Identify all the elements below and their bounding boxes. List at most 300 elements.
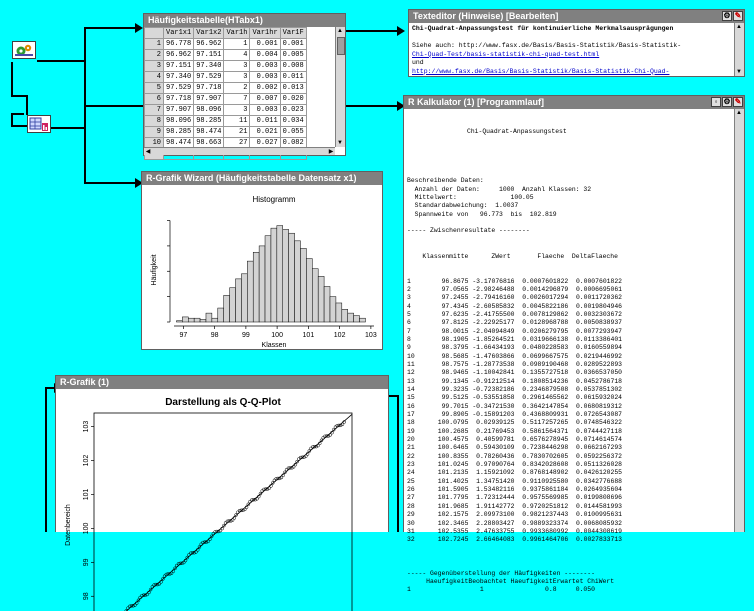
- output-cell: -0.15891203: [472, 411, 515, 419]
- edit-pen-icon[interactable]: ✎: [734, 97, 742, 106]
- output-cell: 100.4575: [437, 436, 469, 444]
- output-cell: 2: [407, 285, 411, 293]
- flow-wire: [84, 27, 136, 29]
- output-cell: 0.0026017294: [522, 294, 569, 302]
- output-cell: 101.7795: [437, 494, 469, 502]
- editor-link-line[interactable]: Chi-Quad-Test/basis-statistik-chi-quad-test.html: [412, 50, 600, 58]
- transform-node[interactable]: [27, 115, 51, 133]
- output-row: [407, 453, 732, 461]
- column-header[interactable]: Var1hr: [250, 28, 280, 39]
- chart-title: Histogramm: [252, 195, 296, 204]
- output-cell: 0.8768148902: [522, 469, 569, 477]
- output-cell: -2.98246488: [472, 285, 515, 293]
- output-cell: 0.0319666138: [522, 335, 569, 343]
- output-cell: 0.0615932024: [575, 394, 622, 402]
- output-cell: 0.1355727518: [522, 369, 569, 377]
- qq-plot-window[interactable]: [55, 375, 389, 601]
- output-footer: [407, 561, 732, 594]
- data-source-node[interactable]: [12, 41, 36, 59]
- output-row: [407, 361, 732, 369]
- scroll-right-icon[interactable]: ▶: [328, 149, 334, 155]
- table-cell[interactable]: 96.962: [194, 39, 224, 50]
- output-cell: 0.0289522893: [575, 360, 622, 368]
- table-cell[interactable]: 0.005: [280, 50, 306, 61]
- column-header[interactable]: Var1x2: [194, 28, 224, 39]
- output-cell: 99.1345: [441, 377, 469, 385]
- output-column-header: Klassenmitte ZWert Flaeche DeltaFlaeche: [407, 252, 618, 260]
- output-row: [407, 461, 732, 469]
- output-cell: 28: [407, 502, 415, 510]
- table-cell[interactable]: 3: [224, 105, 250, 116]
- table-row[interactable]: [145, 83, 307, 94]
- horizontal-scrollbar[interactable]: [144, 147, 335, 155]
- row-number-cell[interactable]: 1: [145, 39, 164, 50]
- output-cell: 12: [407, 369, 415, 377]
- editor-line: Chi-Quadrat-Anpassungstest für kontinuierliche Merkmalsausprägungen: [412, 25, 674, 32]
- output-line: [407, 219, 732, 227]
- x-axis-label: Klassen: [261, 342, 287, 349]
- output-cell: 0.0077293947: [575, 327, 622, 335]
- histogram-bar: [241, 274, 247, 322]
- output-cell: 0.0366537050: [575, 369, 622, 377]
- output-cell: 0.0032303672: [575, 310, 622, 318]
- table-cell[interactable]: 98.096: [194, 105, 224, 116]
- table-cell[interactable]: 0.008: [280, 61, 306, 72]
- table-cell[interactable]: 97.718: [194, 83, 224, 94]
- row-number-cell[interactable]: 7: [145, 105, 164, 116]
- vertical-scrollbar[interactable]: [734, 23, 744, 76]
- output-cell: 1: [407, 277, 411, 285]
- table-cell[interactable]: 0.021: [250, 127, 280, 138]
- output-cell: 0.9575569985: [522, 494, 569, 502]
- histogram-bar: [212, 318, 218, 322]
- table-cell[interactable]: 4: [224, 50, 250, 61]
- output-cell: 8: [407, 335, 411, 343]
- output-cell: 97.0565: [441, 285, 469, 293]
- output-cell: 0.0989190468: [522, 360, 569, 368]
- x-tick-label: 99: [241, 332, 250, 339]
- table-cell[interactable]: 97.529: [164, 83, 194, 94]
- histogram-bar: [300, 248, 306, 322]
- output-cell: 29: [407, 511, 415, 519]
- output-cell: 0.9375861184: [522, 486, 569, 494]
- window-titlebar[interactable]: [404, 96, 744, 109]
- output-cell: 0.0592256372: [575, 452, 622, 460]
- y-axis-label: Datenbereich: [65, 504, 72, 546]
- table-row[interactable]: [145, 116, 307, 127]
- table-cell[interactable]: 97.340: [164, 72, 194, 83]
- output-cell: -0.91212514: [472, 377, 515, 385]
- output-cell: 0.0748546322: [575, 419, 622, 427]
- settings-gear-icon[interactable]: ⚙: [723, 11, 731, 20]
- output-cell: 0.0006695061: [575, 285, 622, 293]
- vertical-scrollbar[interactable]: [335, 27, 345, 147]
- editor-link-line[interactable]: http://www.fasx.de/Basis/Basis-Statistik/Basis-Statistik-Chi-Quad-: [412, 67, 670, 75]
- output-cell: 9: [407, 344, 411, 352]
- table-cell[interactable]: 0.055: [280, 127, 306, 138]
- output-line: ----- Zwischenresultate --------: [407, 227, 530, 235]
- output-cell: 0.0342776688: [575, 477, 622, 485]
- table-row[interactable]: [145, 39, 307, 50]
- window-titlebar[interactable]: [409, 10, 744, 23]
- output-row: [407, 353, 732, 361]
- output-line: HaeufigkeitBeobachtet HaeufigkeitErwartet ChiWert: [407, 577, 615, 585]
- output-row: [407, 503, 732, 511]
- output-row: [407, 278, 732, 286]
- output-cell: 5: [407, 310, 411, 318]
- histogram-bar: [312, 269, 318, 322]
- output-line: ----- Gegenüberstellung der Häufigkeiten --------: [407, 569, 595, 577]
- table-cell[interactable]: 3: [224, 72, 250, 83]
- output-cell: 0.9720251812: [522, 502, 569, 510]
- output-cell: 14: [407, 386, 415, 393]
- qq-point: [158, 582, 161, 585]
- scroll-down-icon[interactable]: ▼: [736, 69, 742, 75]
- text-editor-window[interactable]: [408, 9, 745, 77]
- frequency-table: [144, 27, 307, 160]
- output-cell: 0.0480228583: [522, 344, 569, 352]
- output-cell: 0.0714614574: [575, 436, 622, 444]
- table-cell[interactable]: 21: [224, 127, 250, 138]
- minimize-icon[interactable]: ◦: [711, 97, 721, 107]
- window-titlebar[interactable]: [142, 172, 382, 185]
- histogram-bar: [318, 276, 324, 322]
- table-cell[interactable]: 0.001: [250, 39, 280, 50]
- output-line: [407, 561, 732, 569]
- histogram-bar: [247, 261, 253, 322]
- output-cell: 0.5861564371: [522, 427, 569, 435]
- qq-point: [133, 604, 136, 607]
- output-cell: 0.0050838937: [575, 319, 622, 327]
- vertical-scrollbar[interactable]: [734, 109, 744, 532]
- output-intro: [407, 177, 732, 235]
- table-row[interactable]: [145, 61, 307, 72]
- output-header: Chi-Quadrat-Anpassungstest: [467, 127, 567, 135]
- histogram-bar: [265, 236, 271, 322]
- row-number-cell[interactable]: 9: [145, 127, 164, 138]
- histogram-bar: [277, 226, 283, 322]
- output-cell: 1.72312444: [476, 494, 515, 502]
- column-header[interactable]: Var1x1: [164, 28, 194, 39]
- flow-arrow: [135, 23, 143, 33]
- output-cell: 4: [407, 302, 411, 310]
- qq-reference-line: [94, 414, 352, 611]
- table-cell[interactable]: 96.778: [164, 39, 194, 50]
- output-cell: 1.53482116: [476, 486, 515, 494]
- y-tick-label: 98: [83, 592, 90, 601]
- output-cell: 0.0206279795: [522, 327, 569, 335]
- scroll-down-icon[interactable]: ▼: [337, 140, 343, 146]
- x-tick-label: 101: [302, 332, 315, 339]
- output-line: Spannweite von 96.773 bis 102.819: [407, 210, 557, 218]
- output-cell: -1.66434193: [472, 344, 515, 352]
- output-row: [407, 411, 732, 419]
- histogram-bar: [176, 321, 182, 322]
- output-cell: 0.0011720362: [575, 294, 622, 302]
- table-cell[interactable]: 11: [224, 116, 250, 127]
- output-cell: -0.72382186: [472, 386, 515, 393]
- output-row: [407, 469, 732, 477]
- output-cell: 102.1575: [437, 511, 469, 519]
- output-cell: 0.0726543087: [575, 411, 622, 419]
- table-cell[interactable]: 0.007: [250, 94, 280, 105]
- row-number-cell[interactable]: 10: [145, 138, 164, 149]
- table-cell[interactable]: 2: [224, 83, 250, 94]
- table-cell[interactable]: 0.020: [280, 94, 306, 105]
- output-cell: 26: [407, 486, 415, 494]
- editor-line: und: [412, 59, 424, 66]
- row-number-cell[interactable]: 6: [145, 94, 164, 105]
- output-cell: 0.97090764: [476, 461, 515, 469]
- column-header[interactable]: Var1h: [224, 28, 250, 39]
- y-tick-label: 103: [83, 420, 90, 433]
- table-cell[interactable]: 98.474: [164, 138, 194, 149]
- output-cell: 99.3235: [441, 386, 469, 393]
- output-row: [407, 344, 732, 352]
- row-number-cell[interactable]: 8: [145, 116, 164, 127]
- histogram-bar: [218, 308, 224, 322]
- qq-point: [170, 572, 173, 575]
- histogram-bar: [348, 313, 354, 322]
- gear-icon: [13, 42, 35, 58]
- table-cell[interactable]: 0.002: [250, 83, 280, 94]
- histogram-bar: [188, 318, 194, 322]
- qq-point: [146, 593, 149, 596]
- table-cell[interactable]: 96.962: [164, 50, 194, 61]
- table-cell[interactable]: 97.340: [194, 61, 224, 72]
- output-row: [407, 394, 732, 402]
- scroll-up-icon[interactable]: ▲: [337, 28, 343, 34]
- table-row[interactable]: [145, 50, 307, 61]
- table-row[interactable]: [145, 94, 307, 105]
- editor-line: Siehe auch: http://www.fasx.de/Basis/Basis-Statistik/Basis-Statistik-: [412, 42, 682, 49]
- histogram-bar: [306, 259, 312, 322]
- frequency-table-window[interactable]: [143, 13, 346, 156]
- output-cell: 21: [407, 444, 415, 452]
- histogram-window[interactable]: [141, 171, 383, 350]
- table-cell[interactable]: 0.034: [280, 116, 306, 127]
- table-cell[interactable]: 3: [224, 61, 250, 72]
- histogram-chart: [142, 185, 382, 349]
- table-cell[interactable]: 97.151: [164, 61, 194, 72]
- scroll-up-icon[interactable]: ▲: [736, 24, 742, 30]
- table-cell[interactable]: 97.151: [194, 50, 224, 61]
- output-cell: 0.2346879508: [522, 386, 569, 393]
- table-row[interactable]: [145, 127, 307, 138]
- table-cell[interactable]: 0.082: [280, 138, 306, 149]
- output-cell: 102.5355: [437, 527, 469, 535]
- output-row: [407, 303, 732, 311]
- output-cell: 17: [407, 411, 415, 419]
- output-cell: 18: [407, 419, 415, 427]
- x-tick-label: 100: [271, 332, 283, 339]
- output-cell: 0.0264935604: [575, 486, 622, 494]
- output-cell: 0.0160559894: [575, 344, 622, 352]
- table-cell[interactable]: 98.474: [194, 127, 224, 138]
- calculator-output: [407, 111, 732, 594]
- table-cell[interactable]: 7: [224, 94, 250, 105]
- row-number-header[interactable]: [145, 28, 164, 39]
- output-cell: 31: [407, 527, 415, 535]
- x-tick-label: 103: [365, 332, 377, 339]
- output-cell: 20: [407, 436, 415, 444]
- table-cell[interactable]: 27: [224, 138, 250, 149]
- table-cell[interactable]: 0.027: [250, 138, 280, 149]
- output-cell: 0.9821237443: [522, 511, 569, 519]
- qq-points: [100, 421, 345, 611]
- table-cell[interactable]: 0.013: [280, 83, 306, 94]
- flow-arrow: [397, 26, 405, 36]
- y-tick-label: 102: [83, 454, 90, 467]
- table-cell[interactable]: 0.003: [250, 105, 280, 116]
- column-header[interactable]: Var1F: [280, 28, 306, 39]
- table-row[interactable]: [145, 72, 307, 83]
- output-line: 1 1 0.8 0.050: [407, 586, 595, 594]
- flow-wire: [45, 387, 47, 532]
- scroll-up-icon[interactable]: ▲: [736, 110, 742, 116]
- window-titlebar[interactable]: [144, 14, 345, 27]
- histogram-bar: [200, 319, 206, 322]
- histogram-bar: [330, 297, 336, 322]
- output-cell: 30: [407, 519, 415, 527]
- table-cell[interactable]: 0.004: [250, 50, 280, 61]
- table-cell[interactable]: 0.003: [250, 72, 280, 83]
- output-row: [407, 319, 732, 327]
- output-cell: 0.7238446298: [522, 444, 569, 452]
- table-cell[interactable]: 1: [224, 39, 250, 50]
- scroll-left-icon[interactable]: ◀: [145, 149, 151, 155]
- output-cell: 98.9465: [441, 369, 469, 377]
- output-cell: 100.8355: [437, 452, 469, 460]
- table-cell[interactable]: 98.285: [194, 116, 224, 127]
- output-cell: 0.0680819312: [575, 402, 622, 410]
- output-cell: 0.0426120255: [575, 469, 622, 477]
- output-cell: 6: [407, 319, 411, 327]
- output-cell: 101.5905: [437, 486, 469, 494]
- x-tick-label: 98: [210, 332, 219, 339]
- output-row: [407, 286, 732, 294]
- output-cell: 10: [407, 352, 415, 360]
- table-cell[interactable]: 0.011: [280, 72, 306, 83]
- table-cell[interactable]: 97.907: [194, 94, 224, 105]
- x-tick-label: 102: [333, 332, 346, 339]
- scroll-thumb[interactable]: [337, 37, 345, 55]
- output-cell: 101.4025: [437, 477, 469, 485]
- output-cell: 0.9889323374: [522, 519, 569, 527]
- row-number-cell[interactable]: 2: [145, 50, 164, 61]
- edit-pen-icon[interactable]: ✎: [734, 11, 742, 20]
- table-cell[interactable]: 0.011: [250, 116, 280, 127]
- table-row[interactable]: [145, 105, 307, 116]
- flow-wire: [397, 395, 399, 532]
- table-cell[interactable]: 98.663: [194, 138, 224, 149]
- output-cell: 0.0452786718: [575, 377, 622, 385]
- table-cell[interactable]: 97.529: [194, 72, 224, 83]
- table-cell[interactable]: 97.907: [164, 105, 194, 116]
- output-row: [407, 428, 732, 436]
- histogram-bar: [289, 233, 295, 322]
- output-cell: 98.7575: [441, 360, 469, 368]
- output-row: [407, 494, 732, 502]
- table-cell[interactable]: 0.001: [280, 39, 306, 50]
- qq-point: [219, 529, 222, 532]
- output-row: [407, 511, 732, 519]
- output-cell: 0.0068085932: [575, 519, 622, 527]
- y-tick-label: 99: [83, 558, 90, 567]
- histogram-bar: [259, 246, 265, 322]
- histogram-bar: [354, 316, 360, 322]
- row-number-cell[interactable]: 4: [145, 72, 164, 83]
- output-cell: 0.78260436: [476, 452, 515, 460]
- output-cell: 0.1808514236: [522, 377, 569, 385]
- output-cell: -1.10042841: [472, 369, 515, 377]
- table-cell[interactable]: 0.023: [280, 105, 306, 116]
- row-number-cell[interactable]: 3: [145, 61, 164, 72]
- output-cell: 98.3795: [441, 344, 469, 352]
- output-cell: 3: [407, 294, 411, 302]
- flow-wire: [11, 95, 27, 97]
- table-cell[interactable]: 98.285: [164, 127, 194, 138]
- table-cell[interactable]: 97.718: [164, 94, 194, 105]
- output-line: Beschreibende Daten:: [407, 177, 484, 185]
- output-row: [407, 294, 732, 302]
- output-cell: 1.34751420: [476, 477, 515, 485]
- output-row: [407, 419, 732, 427]
- settings-gear-icon[interactable]: ⚙: [723, 97, 731, 106]
- editor-text-area[interactable]: [412, 25, 733, 76]
- output-cell: 0.2961465562: [522, 394, 569, 402]
- row-number-cell[interactable]: 5: [145, 83, 164, 94]
- window-titlebar[interactable]: [56, 376, 388, 389]
- output-cell: 0.0744427118: [575, 427, 622, 435]
- output-cell: 32: [407, 536, 415, 544]
- output-cell: 19: [407, 427, 415, 435]
- plot-frame: [94, 413, 352, 611]
- output-row: [407, 369, 732, 377]
- histogram-bar: [253, 252, 259, 322]
- output-rows: [407, 278, 732, 545]
- output-cell: 0.3642147854: [522, 402, 569, 410]
- histogram-bar: [324, 286, 330, 322]
- window-title: R-Grafik (1): [60, 377, 110, 387]
- r-calculator-window[interactable]: [403, 95, 745, 594]
- output-cell: 100.2685: [437, 427, 469, 435]
- flow-wire: [51, 127, 85, 129]
- output-cell: 0.0144581993: [575, 502, 622, 510]
- output-cell: 0.0078129862: [522, 310, 569, 318]
- output-cell: -0.53551858: [472, 394, 515, 402]
- output-cell: 0.0044308619: [575, 527, 622, 535]
- output-cell: 15: [407, 394, 415, 402]
- output-cell: 102.3465: [437, 519, 469, 527]
- output-cell: 0.4368809931: [522, 411, 569, 419]
- qq-plot-chart: [56, 389, 388, 601]
- output-line: Mittelwert: 100.05: [407, 194, 534, 202]
- output-cell: 97.4345: [441, 302, 469, 310]
- table-cell[interactable]: 0.003: [250, 61, 280, 72]
- table-cell[interactable]: 98.096: [164, 116, 194, 127]
- output-cell: 97.8125: [441, 319, 469, 327]
- output-cell: 22: [407, 452, 415, 460]
- output-row: [407, 536, 732, 544]
- histogram-bar: [360, 318, 366, 322]
- output-row: [407, 436, 732, 444]
- output-cell: -2.41755500: [472, 310, 515, 318]
- output-cell: 0.0007601822: [575, 277, 622, 285]
- output-cell: -2.22925177: [472, 319, 515, 327]
- output-cell: 25: [407, 477, 415, 485]
- flow-wire: [84, 182, 136, 184]
